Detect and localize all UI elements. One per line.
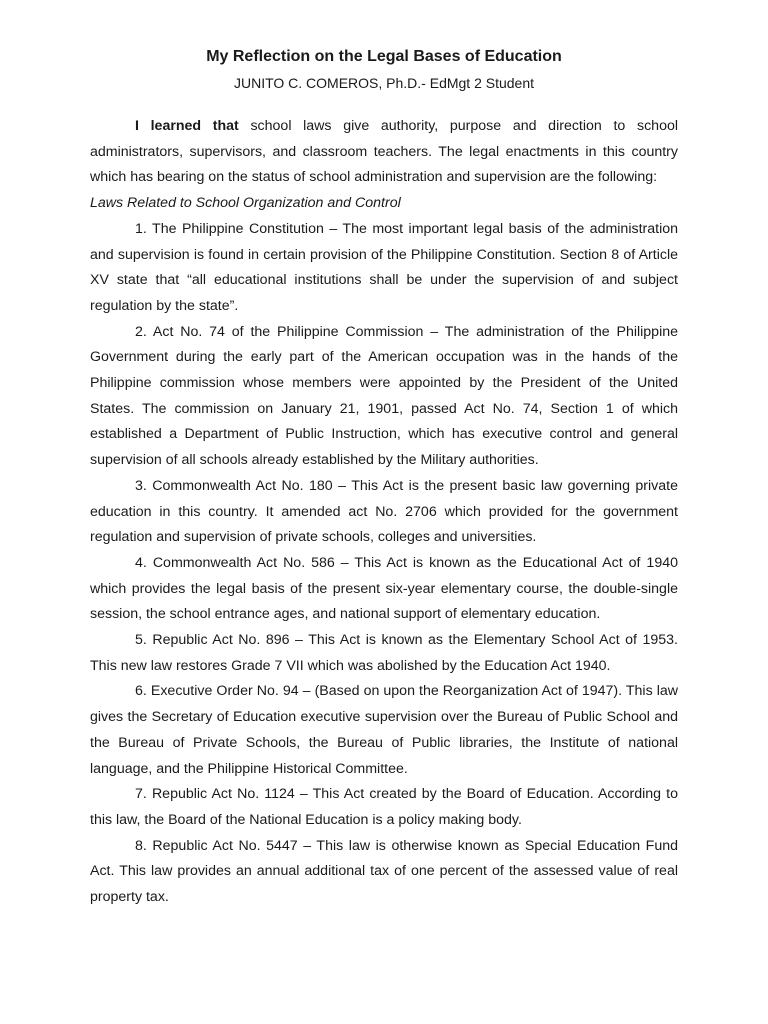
intro-paragraph (90, 114, 678, 191)
law-item-2: 2. Act No. 74 of the Philippine Commission – The administration of the Philippine Government during the early part of the American occupation was in the hands of the Philippine commission whose members were appointed by the President of the United States. The commission on January 21, 1901, passed Act No. 74, Section 1 of which established a Department of Public Instruction, which has executive control and general supervision of all schools already established by the Military authorities. (90, 323, 678, 469)
law-item-1: 1. The Philippine Constitution – The most important legal basis of the administration and supervision is found in certain provision of the Philippine Constitution. Section 8 of Article XV state that “all educational institutions shall be under the supervision of and subject regulation by the state”. (90, 220, 678, 314)
document-title: My Reflection on the Legal Bases of Education (206, 48, 562, 65)
law-item-8: 8. Republic Act No. 5447 – This law is otherwise known as Special Education Fund Act. This law provides an annual additional tax of one percent of the assessed value of real property tax. (90, 837, 678, 906)
intro-text: school laws give authority, purpose and direction to school administrators, supervisors, and classroom teachers. The legal enactments in this country which has bearing on the status of school administration and supervision are the following: (90, 118, 678, 186)
document-body (90, 114, 678, 911)
law-item-4: 4. Commonwealth Act No. 586 – This Act is known as the Educational Act of 1940 which provides the legal basis of the present six-year elementary course, the double-single session, the school entrance ages, and national support of elementary education. (90, 554, 678, 623)
section-heading: Laws Related to School Organization and Control (90, 195, 401, 212)
law-item-3: 3. Commonwealth Act No. 180 – This Act is the present basic law governing private education in this country. It amended act No. 2706 which provided for the government regulation and supervision of private schools, colleges and universities. (90, 477, 678, 546)
document-page (90, 46, 678, 911)
intro-lead: I learned that (135, 118, 239, 134)
law-item-7: 7. Republic Act No. 1124 – This Act created by the Board of Education. According to this law, the Board of the National Education is a policy making body. (90, 786, 678, 828)
document-author: JUNITO C. COMEROS, Ph.D.- EdMgt 2 Student (233, 75, 535, 91)
law-item-5: 5. Republic Act No. 896 – This Act is known as the Elementary School Act of 1953. This new law restores Grade 7 VII which was abolished by the Education Act 1940. (90, 632, 678, 674)
law-item-6: 6. Executive Order No. 94 – (Based on upon the Reorganization Act of 1947). This law gives the Secretary of Education executive supervision over the Bureau of Public School and the Bureau of Private Schools, the Bureau of Public libraries, the Institute of national language, and the Philippine Historical Committee. (90, 683, 678, 777)
